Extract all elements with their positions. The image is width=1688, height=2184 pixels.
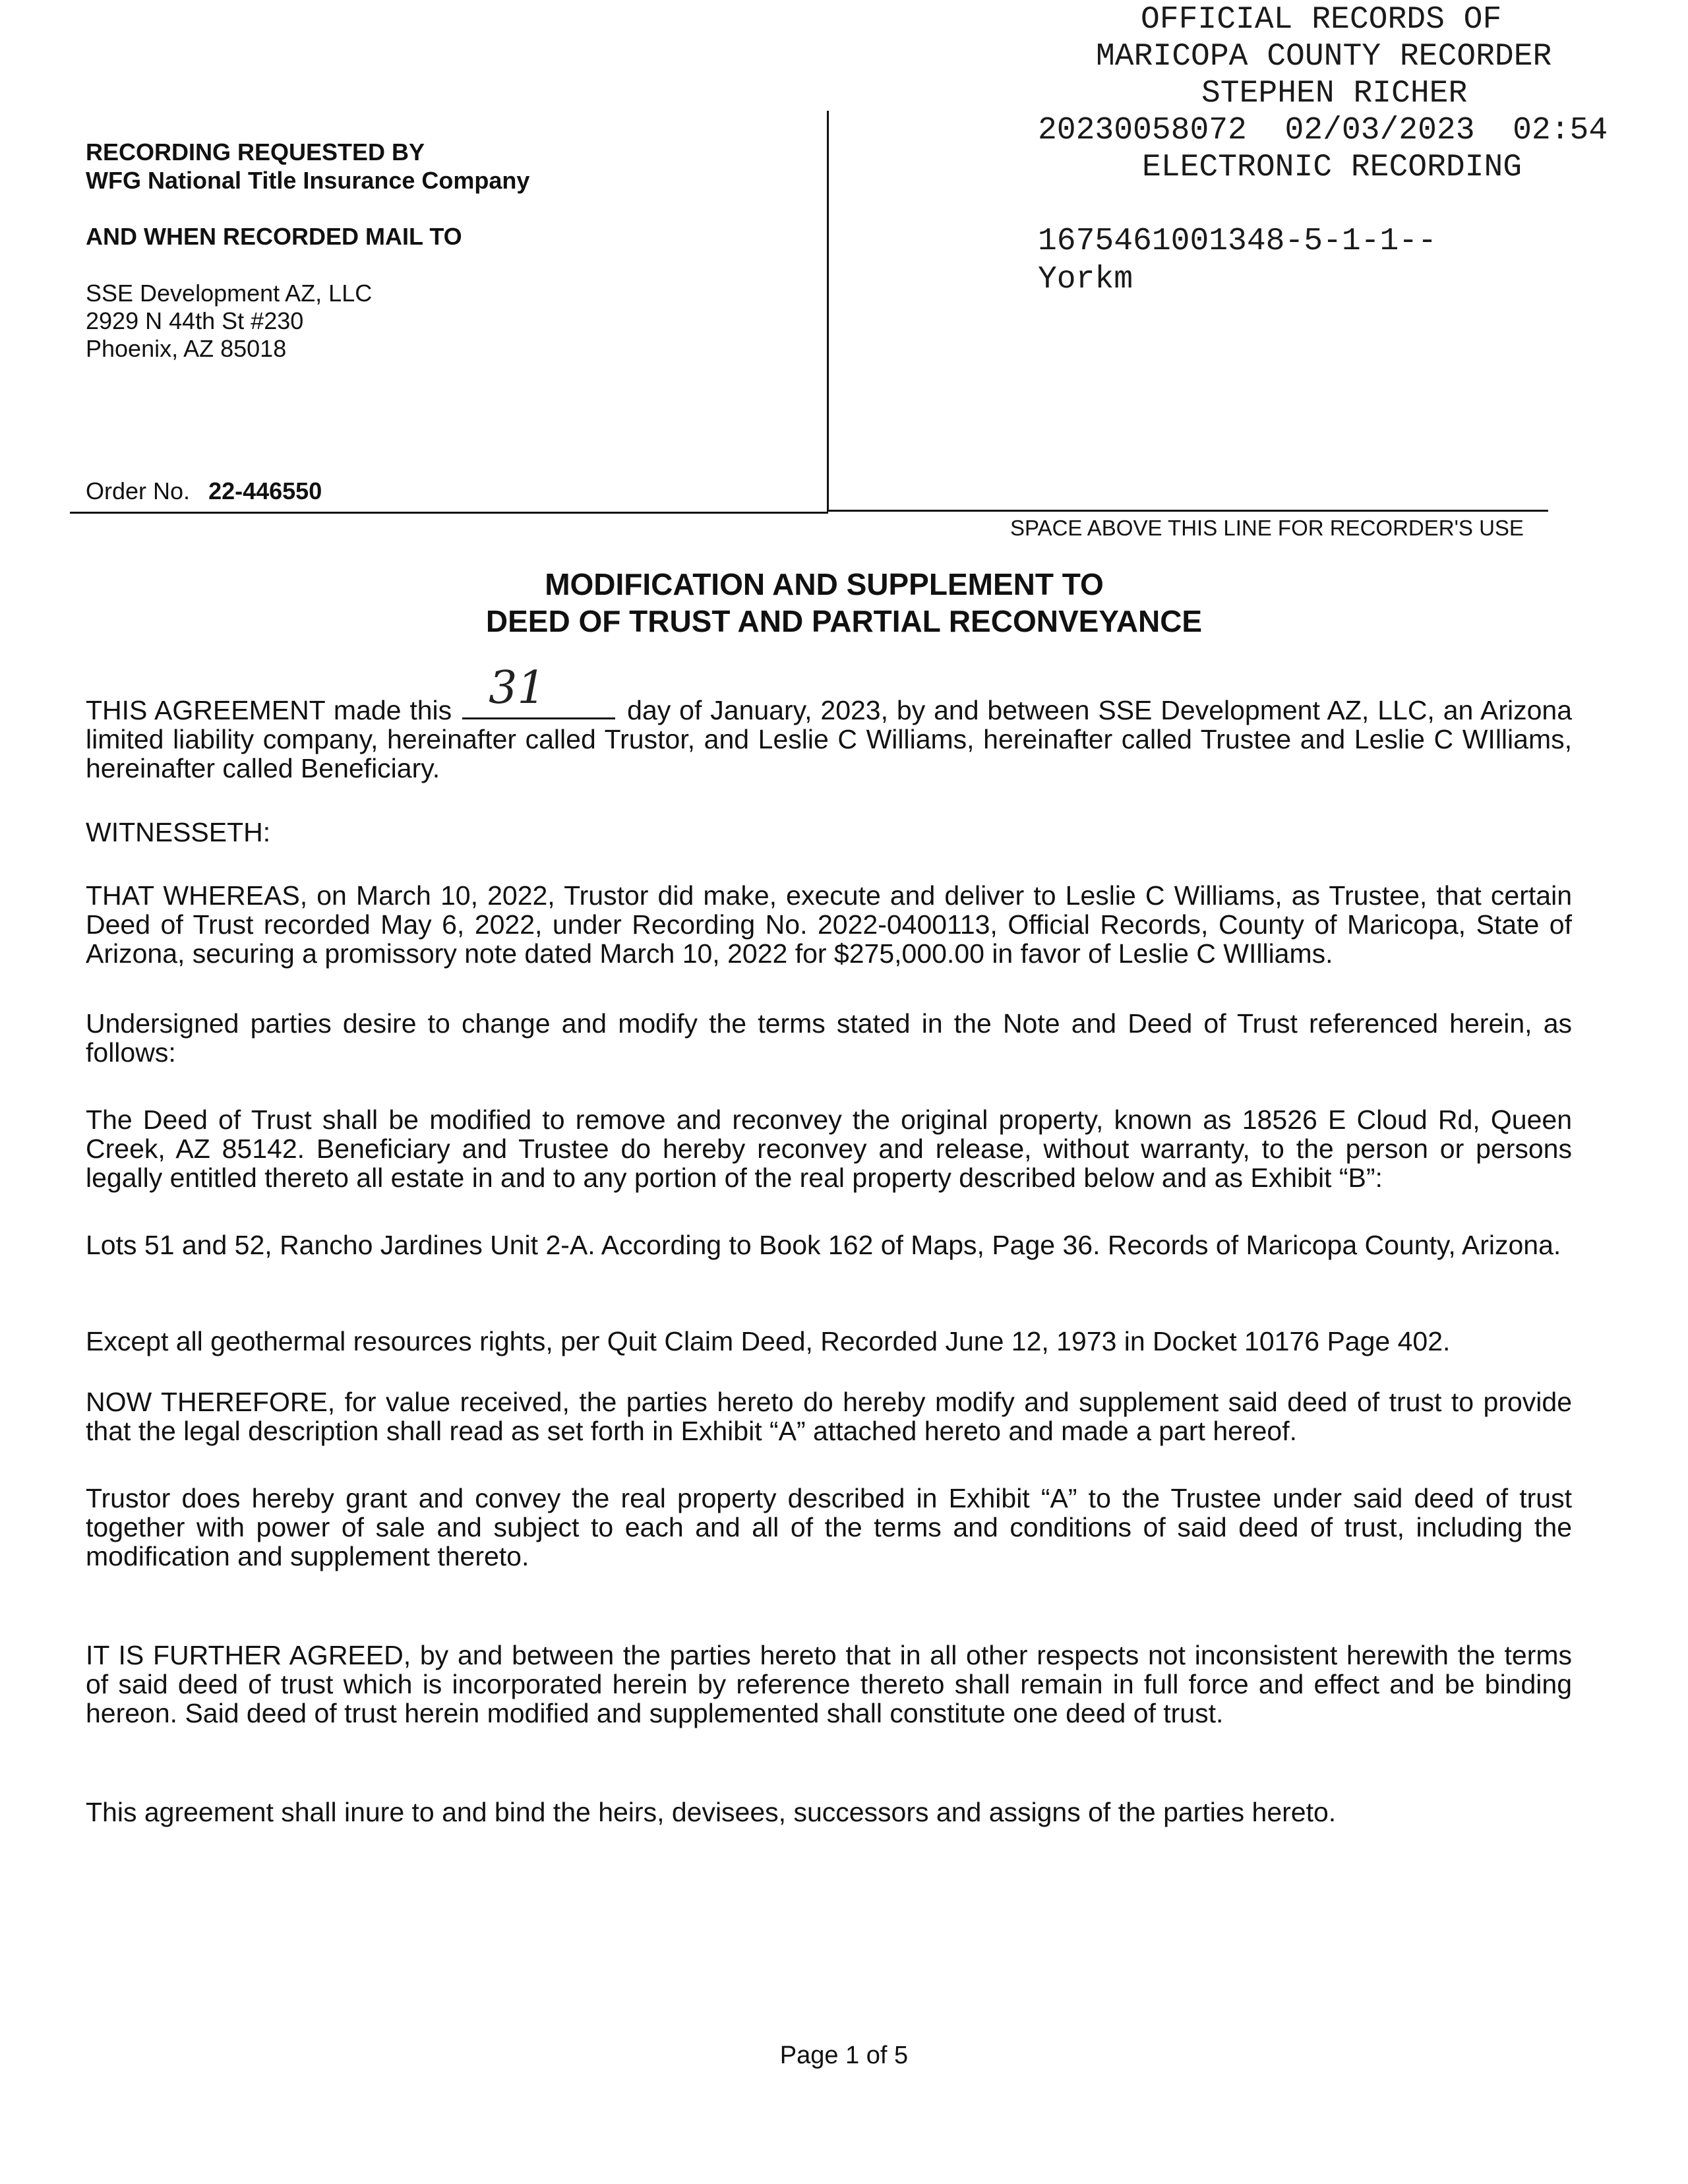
- exception-paragraph: Except all geothermal resources rights, per Quit Claim Deed, Recorded June 12, 1973 in Docket 10176 Page 402.: [86, 1326, 1451, 1356]
- recorder-stamp: [1035, 0, 1675, 191]
- recording-requested-company: WFG National Title Insurance Company: [86, 167, 530, 194]
- stamp-line-county: MARICOPA COUNTY RECORDER: [1096, 39, 1552, 75]
- stamp-line-electronic: ELECTRONIC RECORDING: [1142, 150, 1522, 185]
- stamp-line-tracking: 1675461001348-5-1-1--: [1038, 224, 1437, 259]
- legal-description-lots: Lots 51 and 52, Rancho Jardines Unit 2-A. According to Book 162 of Maps, Page 36. Records of Maricopa County, Arizona.: [86, 1230, 1561, 1260]
- header-divider-vertical: [827, 111, 829, 512]
- whereas-paragraph: THAT WHEREAS, on March 10, 2022, Trustor did make, execute and deliver to Leslie C Williams, as Trustee, that certain Deed of Trust recorded May 6, 2022, under Recording No. 2022-0400113, Official Records, County of Maricopa, State of Arizona, securing a promissory note dated March 10, 2022 for $275,000.00 in favor of Leslie C WIlliams.: [86, 880, 1572, 969]
- agreement-paragraph: [86, 662, 1572, 783]
- title-line-2: DEED OF TRUST AND PARTIAL RECONVEYANCE: [485, 604, 1203, 638]
- stamp-line-record-number: 20230058072 02/03/2023 02:54: [1038, 113, 1608, 148]
- title-line-1: MODIFICATION AND SUPPLEMENT TO: [545, 567, 1104, 601]
- trustor-grant-paragraph: Trustor does hereby grant and convey the real property described in Exhibit “A” to the Trustee under said deed of trust together with power of sale and subject to each and all of the terms and conditions of said deed of trust, including the modification and supplement thereto.: [86, 1483, 1572, 1571]
- now-therefore-paragraph: NOW THEREFORE, for value received, the parties hereto do hereby modify and supplement said deed of trust to provide that the legal description shall read as set forth in Exhibit “A” attached hereto and made a part hereof.: [86, 1387, 1572, 1446]
- day-fill-line: [462, 662, 615, 719]
- inure-paragraph: This agreement shall inure to and bind the heirs, devisees, successors and assigns of the parties hereto.: [86, 1797, 1337, 1827]
- order-number-value: 22-446550: [208, 477, 322, 504]
- mail-to-address-line2: Phoenix, AZ 85018: [86, 335, 287, 362]
- stamp-line-operator: Yorkm: [1038, 262, 1133, 297]
- modification-paragraph: The Deed of Trust shall be modified to remove and reconvey the original property, known as 18526 E Cloud Rd, Queen Creek, AZ 85142. Beneficiary and Trustee do hereby reconvey and release, without warranty, to the person or persons legally entitled thereto all estate in and to any portion of the real property described below and as Exhibit “B”:: [86, 1105, 1572, 1193]
- agreement-prefix: THIS AGREEMENT made this: [86, 695, 452, 725]
- mail-to-name: SSE Development AZ, LLC: [86, 280, 373, 307]
- header-rule-left: [70, 512, 828, 514]
- handwritten-day: 31: [489, 662, 546, 714]
- recording-requested-label: RECORDING REQUESTED BY: [86, 138, 425, 166]
- document-title: [0, 566, 1688, 640]
- order-number-row: [86, 477, 322, 505]
- stamp-line-recorder-name: STEPHEN RICHER: [1201, 76, 1468, 111]
- recorder-use-caption: SPACE ABOVE THIS LINE FOR RECORDER'S USE: [1010, 516, 1524, 540]
- mail-to-address-line1: 2929 N 44th St #230: [86, 307, 304, 334]
- order-number-label: Order No.: [86, 477, 191, 504]
- agreement-suffix: day of January, 2023, by and between SSE Development AZ, LLC, an Arizona limited liability company, hereinafter called Trustor, and Leslie C Williams, hereinafter called Trustee and Leslie C WIlliams, hereinafter called Beneficiary.: [86, 695, 1572, 783]
- witnesseth-heading: WITNESSETH:: [86, 817, 271, 847]
- page-number: Page 1 of 5: [779, 2042, 909, 2069]
- undersigned-paragraph: Undersigned parties desire to change and modify the terms stated in the Note and Deed of Trust referenced herein, as follows:: [86, 1008, 1572, 1068]
- further-agreed-paragraph: IT IS FURTHER AGREED, by and between the parties hereto that in all other respects not inconsistent herewith the terms of said deed of trust which is incorporated herein by reference thereto shall remain in full force and effect and be binding hereon. Said deed of trust herein modified and supplemented shall constitute one deed of trust.: [86, 1640, 1572, 1728]
- mail-to-label: AND WHEN RECORDED MAIL TO: [86, 223, 462, 250]
- stamp-line-official: OFFICIAL RECORDS OF: [1141, 2, 1502, 38]
- header-rule-right: [827, 510, 1548, 512]
